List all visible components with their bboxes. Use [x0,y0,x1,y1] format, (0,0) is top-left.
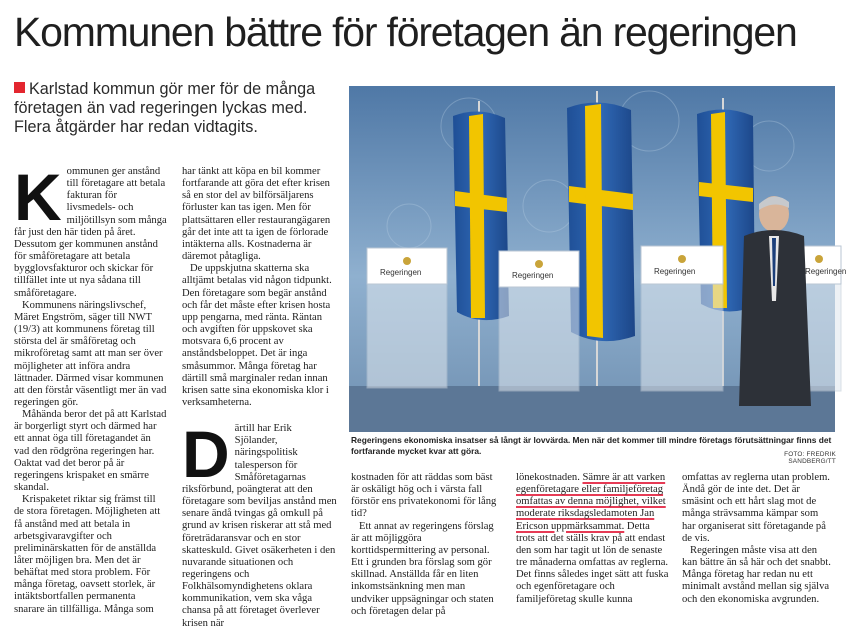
photo-illustration [349,86,835,432]
photo-caption: Regeringens ekonomiska insatser så långt är lovvärda. Men när det kommer till mindre företags förutsättningar finns det fortfarande mycket kvar att göra. [351,435,832,456]
col4-text-c: Detta trots att det ställs krav på att endast den som har tagit ut lön de senaste tre månaderna omfattas av reglerna. Det finns således inget sätt att fuska och egenföretagare och familjeföretag skulle kunna [516,520,669,605]
article-column-1 [14,160,168,635]
podium-label-1: Regeringen [380,268,422,277]
col5-paragraph-1: omfattas av reglerna utan problem. Ändå gör de inte det. Det är smäsint och ett hårt slag mot de många strävsamma kämpar som har organiserat sitt företagande på de vis. [682,472,830,544]
col2-paragraph-1: har tänkt att köpa en bil kommer fortfarande att göra det efter krisen så en stor del av bilförsäljarens förluster kan tas igen. Men för plattsättaren eller restaurangägaren går det inte att ta igen de förlorade intäkterna alls. Kostnaderna är däremot påtagliga. [182,166,331,263]
podium-label-2: Regeringen [512,271,554,280]
col1-paragraph-1: ommunen ger anstånd till företagare att betala fakturan för livsmedels- och miljötillsyn som många får just den här tiden på året. Dessutom ger kommunen anstånd för småföretagare att betala bygglovsfakturor och skickar för tillfället inte ut nya sådana till småföretagare. [14,166,167,299]
col1-paragraph-4: Krispaketet riktar sig främst till de stora företagen. Möjligheten att få anstånd med att betala in arbetsgivaravgifter och preliminärskatten för de anställda låter möjligen bra. Men det är behäftat med stora problem. För många företag, oavsett storlek, är intäktsbortfallen permanenta snarare än tillfälliga. Många som [14,494,161,615]
press-conference-photo [349,86,847,432]
col1-paragraph-3: Måhända beror det på att Karlstad är borgerligt styrt och därmed har ett annat öga till företagandet än vad den rödgröna regeringen har. Oaktat vad det beror på är regeringens krispaket en smärre skandal. [14,409,167,494]
col4-text-a: lönekostnaden. [516,472,580,483]
col2-paragraph-3: ärtill har Erik Sjölander, näringspolitisk talesperson för Småföretagarnas riksförbund, poängterat att den företagare som beviljas anstånd men senare ändå tvingas gå omkull på grund av krisen riskerar att stå med företrädaransvar och en stor skatteskuld. Givet osäkerheten i den nuvarande situationen och regeringens och Folkhälsomyndighetens oklara kommunikation, vem ska våga chansa på att företaget överlever krisen när [182,423,337,629]
headline: Kommunen bättre för företagen än regeringen [14,9,797,55]
col1-paragraph-2: Kommunens näringslivschef, Märet Engström, säger till NWT (19/3) att kommunens företag till största del är småföretag och mikroföretag samt att man ser över möjligheter att införa andra lättnader. Därmed visar kommunen att den förstår väsentligt mer än vad regeringen gör. [14,299,167,408]
photo-credit: FOTO: FREDRIK SANDBERG/TT [784,451,836,465]
article-column-4 [516,472,669,635]
dropcap-d: D [182,417,230,492]
ingress [14,80,344,137]
article-column-3 [351,472,503,635]
col2-paragraph-2: De uppskjutna skatterna ska alltjämt betalas vid någon tidpunkt. Den företagare som begär anstånd och får det måste efter krisen hosta upp pengarna, med ränta. Räntan och avgiften för uppskovet ska motsvara 6,6 procent av anståndsbeloppet. Det är inga småsummor. Många företag har därtill små marginaler redan innan krisen satte sina ekonomiska klor i verksamheterna. [182,263,332,408]
ingress-text: Karlstad kommun gör mer för de många företagen än vad regeringen lyckas med. Flera åtgärder har redan vidtagits. [14,80,316,136]
dropcap-k: K [14,160,62,234]
col3-paragraph-1: kostnaden för att räddas som bäst är oskäligt hög och i värsta fall förstör ens privatekonomi för lång tid? [351,472,497,520]
article-column-5 [682,472,834,635]
col4-highlighted-text: Sämre är att varken egenföretagare eller familjeföretag omfattas av denna möjlighet, vilket moderate riksdagsledamoten Jan Ericson uppmärksammat. [516,472,666,532]
col3-paragraph-2: Ett annat av regeringens förslag är att möjliggöra korttidspermittering av personal. Ett i grunden bra förslag som gör skillnad. Anställda får en liten inkomstsänkning men man undviker uppsägningar och staten och företagen delar på [351,520,494,617]
ingress-marker-icon [14,82,25,93]
podium-label-4: Regeringen [805,267,847,276]
col5-paragraph-2: Regeringen måste visa att den kan bättre än så här och det snabbt. Många företag har redan nu ett minimalt avstånd mellan sig själva och den ekonomiska avgrunden. [682,544,831,605]
article-column-2 [182,166,337,635]
podium-label-3: Regeringen [654,267,696,276]
